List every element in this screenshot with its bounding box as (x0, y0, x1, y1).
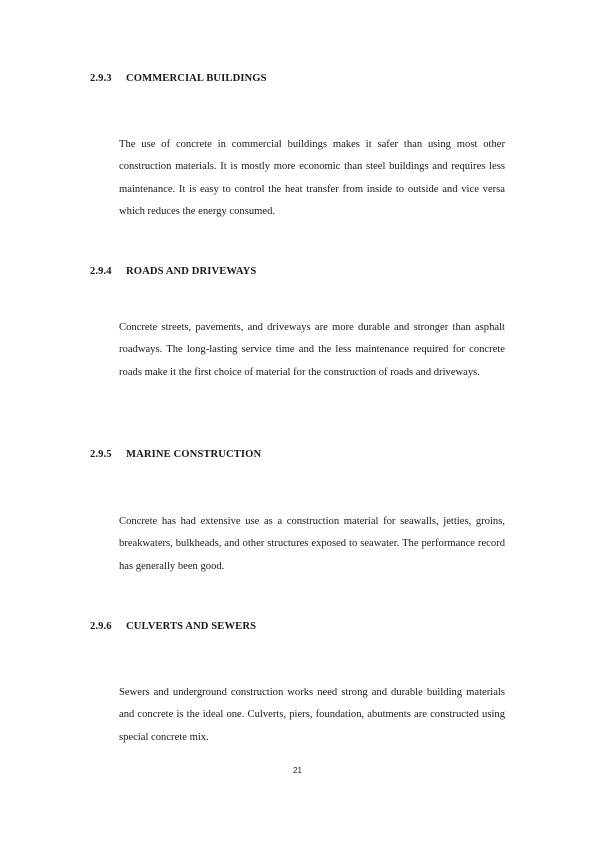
section-number: 2.9.6 (90, 621, 112, 632)
section-title: ROADS AND DRIVEWAYS (126, 266, 257, 277)
section-heading-culverts-and-sewers (90, 621, 256, 632)
section-title: MARINE CONSTRUCTION (126, 449, 262, 460)
section-title: CULVERTS AND SEWERS (126, 621, 257, 632)
section-number: 2.9.5 (90, 449, 112, 460)
page-number: 21 (293, 766, 302, 775)
section-paragraph-commercial-buildings: The use of concrete in commercial buildings makes it safer than using most other construction materials. It is mostly more economic than steel buildings and requires less maintenance. It is easy to control the heat transfer from inside to outside and vice versa which reduces the energy consumed. (119, 139, 505, 217)
section-paragraph-culverts-and-sewers: Sewers and underground construction works need strong and durable building materials and concrete is the ideal one. Culverts, piers, foundation, abutments are constructed using special concrete mix. (119, 687, 505, 743)
section-paragraph-marine-construction: Concrete has had extensive use as a construction material for seawalls, jetties, groins, breakwaters, bulkheads, and other structures exposed to seawater. The performance record has generally been good. (119, 516, 505, 572)
section-heading-commercial-buildings (90, 73, 267, 84)
section-number: 2.9.4 (90, 266, 112, 277)
section-number: 2.9.3 (90, 73, 112, 84)
section-heading-marine-construction (90, 449, 261, 460)
section-heading-roads-and-driveways (90, 266, 256, 277)
section-paragraph-roads-and-driveways: Concrete streets, pavements, and driveways are more durable and stronger than asphalt roadways. The long-lasting service time and the less maintenance required for concrete roads make it the first choice of material for the construction of roads and driveways. (119, 322, 505, 378)
section-title: COMMERCIAL BUILDINGS (126, 73, 267, 84)
